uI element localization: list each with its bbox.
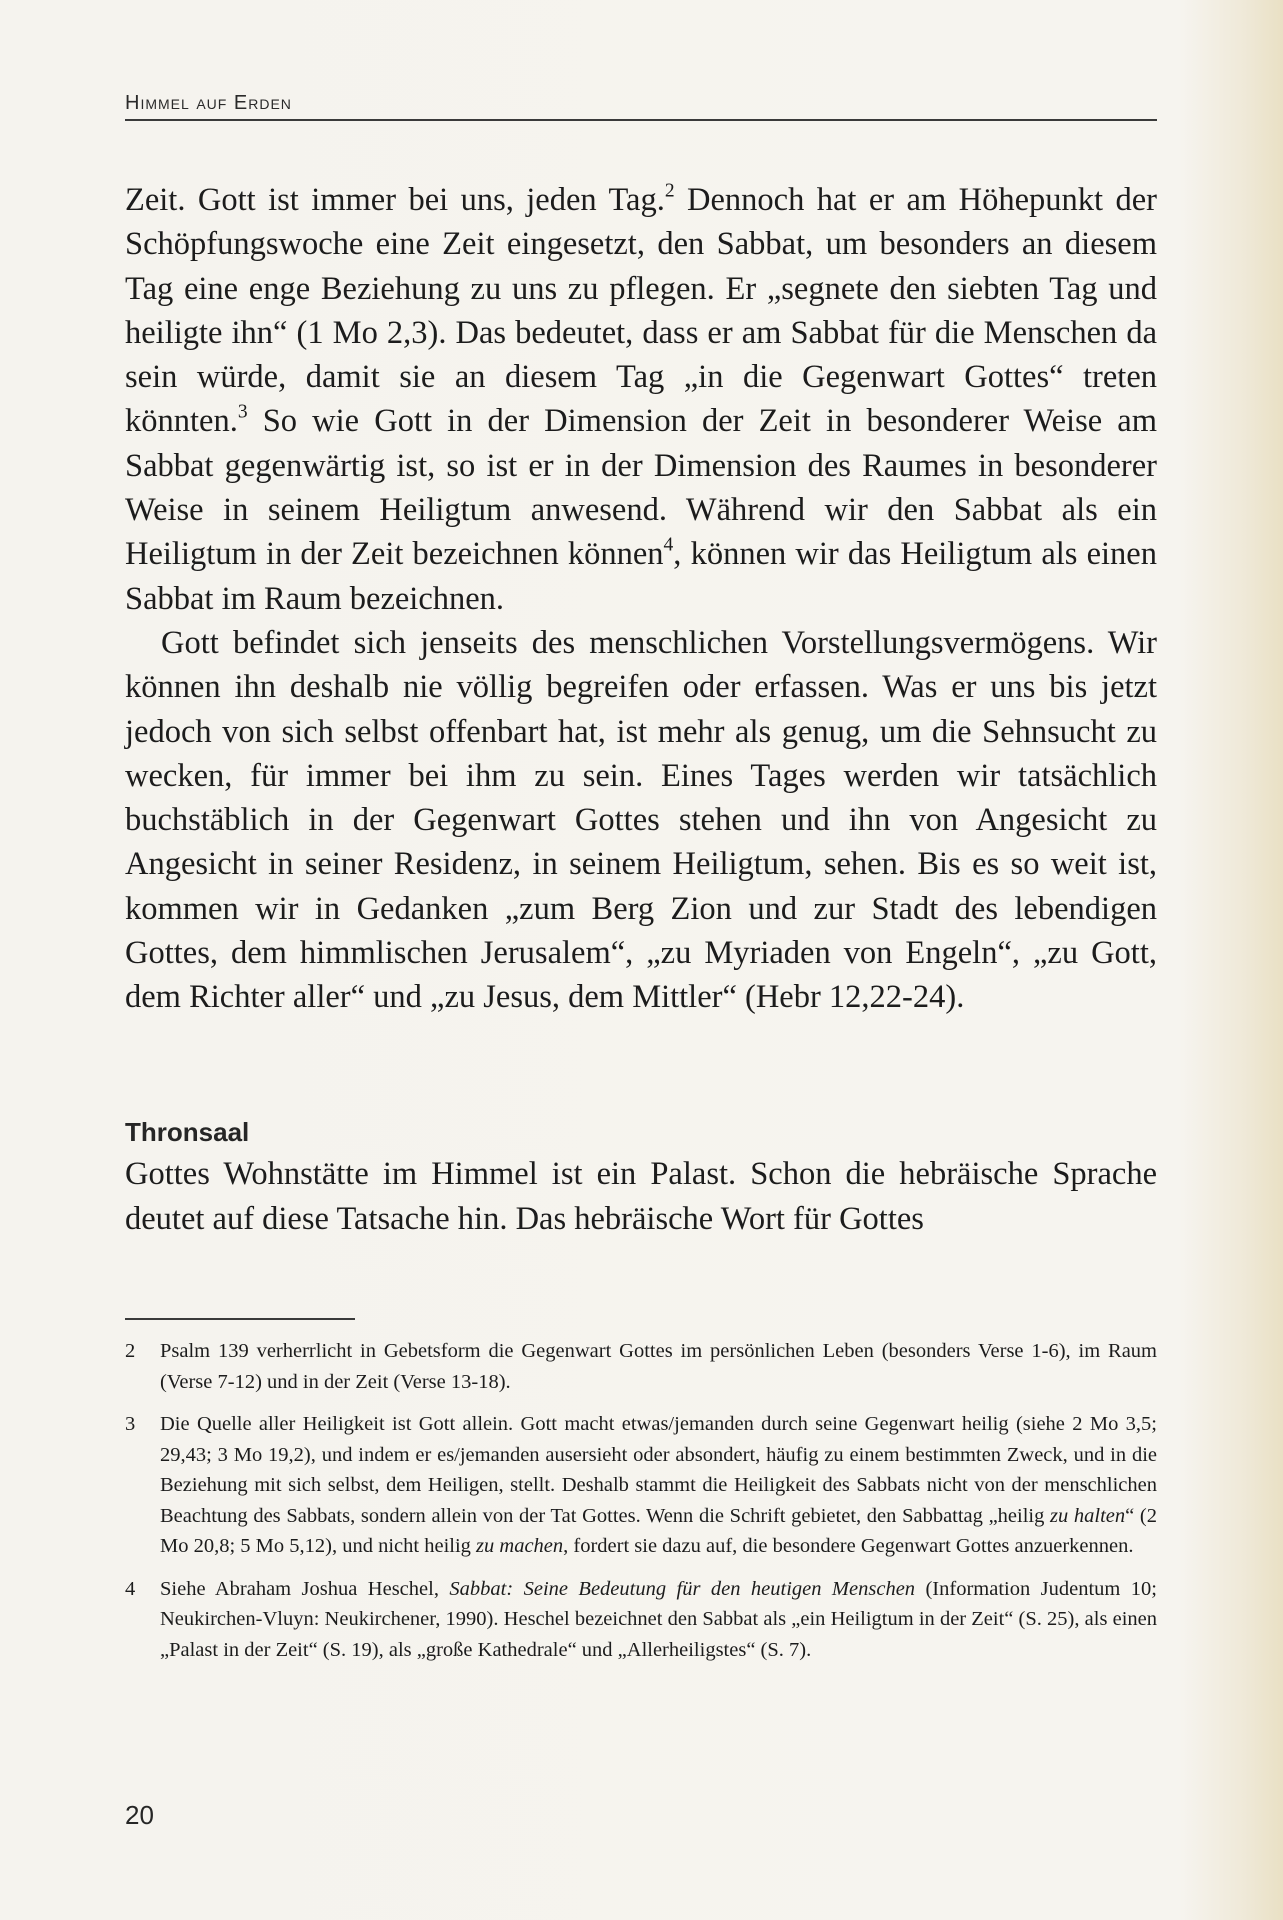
paragraph-1: Zeit. Gott ist immer bei uns, jeden Tag.$^2$ Dennoch hat er am Höhepunkt der Schöpfungswoche eine Zeit eingesetzt, den Sabbat, um besonders an diesem Tag eine enge Beziehung zu uns zu pflegen. Er „segnete den siebten Tag und heiligte ihn“ (1 Mo 2,3). Das bedeutet, dass er am Sabbat für die Menschen da sein würde, damit sie an diesem Tag „in die Gegenwart Gottes“ treten könnten.$^3$ So wie Gott in der Dimension der Zeit in besonderer Weise am Sabbat gegenwärtig ist, so ist er in der Dimension des Raumes in besonderer Weise in seinem Heiligtum anwesend. Während wir den Sabbat als ein Heiligtum in der Zeit bezeichnen können$^4$, können wir das Heiligtum als einen Sabbat im Raum bezeichnen. — [125, 180, 1158, 617]
footnote-2 — [125, 1336, 1157, 1397]
footnote-ref-4: 4 — [663, 534, 674, 556]
paragraph-3: Gottes Wohnstätte im Himmel ist ein Palast. Schon die hebräische Sprache deutet auf diese Tatsache hin. Das hebräische Wort für Gottes — [125, 1156, 1157, 1237]
main-text — [125, 178, 1157, 1020]
footnote-number: 3 — [125, 1413, 136, 1435]
section-text — [125, 1152, 1157, 1242]
section-heading: Thronsaal — [125, 1117, 250, 1147]
footnote-4: 4 Siehe Abraham Joshua Heschel, Sabbat: Seine Bedeutung für den heutigen Menschen (Information Judentum 10; Neukirchen-Vluyn: Neukirchener, 1990). Heschel bezeichnet den Sabbat als „ein Heiligtum in der Zeit“ (S. 25), als einen „Palast in der Zeit“ (S. 19), als „große Kathedrale“ und „Allerheiligstes“ (S. 7). — [125, 1574, 1157, 1666]
footnote-number: 2 — [125, 1340, 136, 1362]
paragraph-2: Gott befindet sich jenseits des menschlichen Vorstellungsvermögens. Wir können ihn deshalb nie völlig begreifen oder erfassen. Was er uns bis jetzt jedoch von sich selbst offenbart hat, ist mehr als genug, um die Sehnsucht zu wecken, für immer bei ihm zu sein. Eines Tages werden wir tatsächlich buchstäblich in der Gegenwart Gottes stehen und ihn von Angesicht zu Angesicht in seiner Residenz, in seinem Heiligtum, sehen. Bis es so weit ist, kommen wir in Gedanken „zum Berg Zion und zur Stadt des lebendigen Gottes, dem himmlischen Jerusalem“, „zu Myriaden von Engeln“, „zu Gott, dem Richter aller“ und „zu Jesus, dem Mittler“ (Hebr 12,22-24). — [125, 624, 1157, 1016]
footnotes — [125, 1336, 1157, 1677]
page-number: 20 — [125, 1800, 154, 1830]
footnote-number: 4 — [125, 1577, 136, 1600]
running-head: Himmel auf Erden — [125, 92, 292, 114]
footnote-text: Psalm 139 verherrlicht in Gebetsform die Gegenwart Gottes im persönlichen Leben (besonders Verse 1-6), im Raum (Verse 7-12) und in der Zeit (Verse 13-18). — [160, 1340, 1157, 1393]
footnote-ref-3: 3 — [237, 401, 248, 423]
footnote-ref-2: 2 — [664, 180, 675, 202]
header-rule — [125, 119, 1157, 121]
footnote-3: 3 Die Quelle aller Heiligkeit ist Gott allein. Gott macht etwas/jemanden durch seine Gegenwart heilig (siehe 2 Mo 3,5; 29,43; 3 Mo 19,2), und indem er es/jemanden ausersieht oder absondert, häufig zu einem bestimmten Zweck, und in die Beziehung mit sich selbst, dem Heiligen, stellt. Deshalb stammt die Heiligkeit des Sabbats nicht von der menschlichen Beachtung des Sabbats, sondern allein von der Tat Gottes. Wenn die Schrift gebietet, den Sabbattag „heilig zu halten“ (2 Mo 20,8; 5 Mo 5,12), und nicht heilig zu machen, fordert sie dazu auf, die besondere Gegenwart Gottes anzuerkennen. — [125, 1409, 1157, 1562]
footnote-rule — [125, 1318, 355, 1320]
